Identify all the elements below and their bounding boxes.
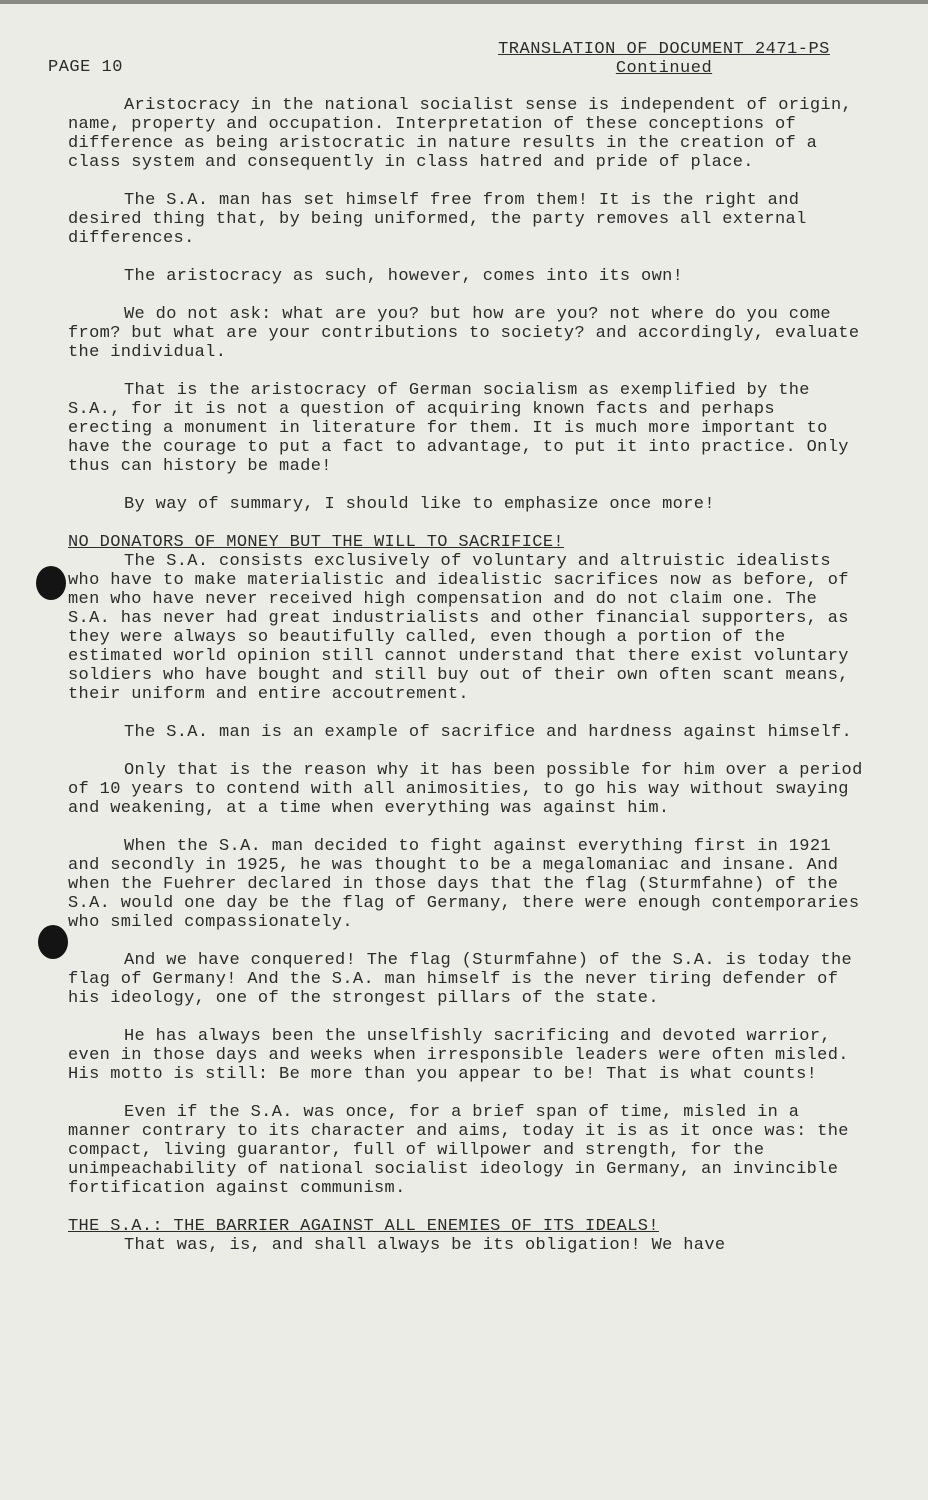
paragraph-comes-into-own: The aristocracy as such, however, comes into its own! xyxy=(124,267,684,286)
paragraph-example-sacrifice: The S.A. man is an example of sacrifice and hardness against himself. xyxy=(124,723,853,742)
paragraph-summary: By way of summary, I should like to emphasize once more! xyxy=(124,495,715,514)
document-body xyxy=(68,96,874,1274)
paragraph-warrior: He has always been the unselfishly sacrificing and devoted warrior, even in those days and weeks when irresponsible leaders were often misled. His motto is still: Be more than you appear to be! That is what counts! xyxy=(68,1027,860,1084)
top-edge-rule xyxy=(0,0,928,4)
paragraph-we-do-not-ask: We do not ask: what are you? but how are you? not where do you come from? but what are your contributions to society? and accordingly, evaluate the individual. xyxy=(68,305,870,362)
punch-hole-upper xyxy=(36,566,66,600)
paragraph-conquered: And we have conquered! The flag (Sturmfahne) of the S.A. is today the flag of Germany! And the S.A. man himself is the never tiring defender of his ideology, one of the strongest pillars of the state. xyxy=(68,951,863,1008)
punch-hole-lower xyxy=(38,925,68,959)
paragraph-ten-years: Only that is the reason why it has been possible for him over a period of 10 years to contend with all animosities, to go his way without swaying and weakening, at a time when everything was against him. xyxy=(68,761,874,818)
paragraph-sa-man-free: The S.A. man has set himself free from them! It is the right and desired thing that, by being uniformed, the party removes all external differences. xyxy=(68,191,818,248)
section-heading-barrier: THE S.A.: THE BARRIER AGAINST ALL ENEMIES OF ITS IDEALS! xyxy=(68,1217,659,1236)
paragraph-aristocracy: Aristocracy in the national socialist sense is independent of origin, name, property and occupation. Interpretation of these conceptions of difference as being aristocratic in nature results in the creation of a class system and consequently in class hatred and pride of place. xyxy=(68,96,863,172)
page-label: PAGE 10 xyxy=(48,58,123,77)
paragraph-1921-1925: When the S.A. man decided to fight against everything first in 1921 and secondly in 1925, he was thought to be a megalomaniac and insane. And when the Fuehrer declared in those days that the flag (Sturmfahne) of the S.A. would one day be the flag of Germany, there were enough contemporaries who smiled compassionately. xyxy=(68,837,870,932)
continued-label: Continued xyxy=(615,59,713,78)
paragraph-closing: That was, is, and shall always be its obligation! We have xyxy=(124,1236,726,1255)
section-heading-sacrifice: NO DONATORS OF MONEY BUT THE WILL TO SACRIFICE! xyxy=(68,533,564,552)
document-header xyxy=(484,40,844,78)
paragraph-german-socialism: That is the aristocracy of German socialism as exemplified by the S.A., for it is not a question of acquiring known facts and perhaps erecting a monument in literature for them. It is much more important to have the courage to put a fact to advantage, to put it into practice. Only thus can history be made! xyxy=(68,381,860,476)
paragraph-guarantor: Even if the S.A. was once, for a brief span of time, misled in a manner contrary to its character and aims, today it is as it once was: the compact, living guarantor, full of willpower and strength, for the unimpeachability of national socialist ideology in Germany, an invincible fortification against communism. xyxy=(68,1103,860,1198)
document-title: TRANSLATION OF DOCUMENT 2471-PS xyxy=(498,40,830,59)
paragraph-volunteers: The S.A. consists exclusively of voluntary and altruistic idealists who have to make materialistic and idealistic sacrifices now as before, of men who have never received high compensation and do not claim one. The S.A. has never had great industrialists and other financial supporters, as they were always so beautifully called, even though a portion of the estimated world opinion still cannot understand that there exist voluntary soldiers who have bought and still buy out of their own often scant means, their uniform and entire accoutrement. xyxy=(68,552,860,704)
